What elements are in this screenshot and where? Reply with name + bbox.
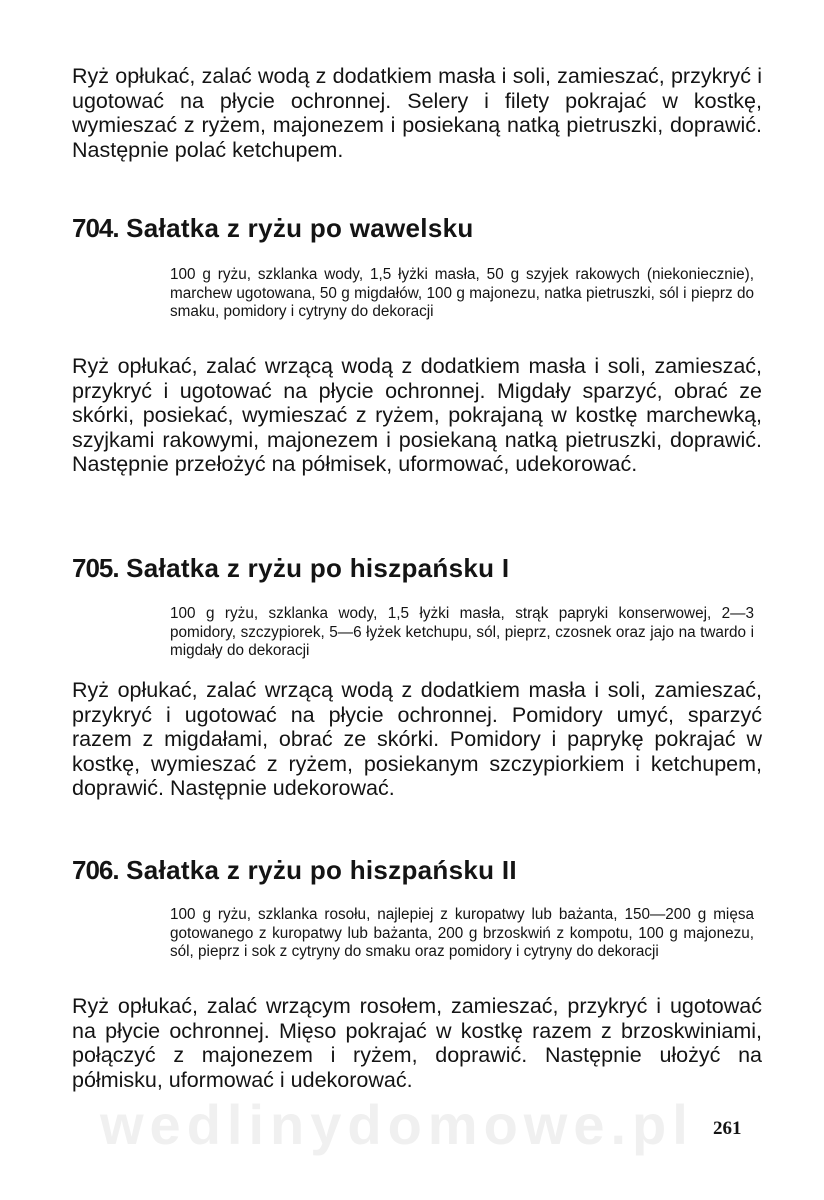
recipe-number: 706. (72, 855, 119, 885)
recipe-title: Sałatka z ryżu po hiszpańsku II (126, 855, 517, 885)
recipe-704-ingredients: 100 g ryżu, szklanka wody, 1,5 łyżki masła, 50 g szyjek rakowych (niekoniecznie), marchew ugotowana, 50 g migdałów, 100 g majonezu, natka pietruszki, sól i pieprz do smaku, pomidory i cytryny do dekoracji (170, 266, 754, 320)
recipe-number: 704. (72, 213, 119, 243)
intro-paragraph: Ryż opłukać, zalać wodą z dodatkiem masła i soli, zamieszać, przykryć i ugotować na płycie ochronnej. Selery i filety pokrajać w kostkę, wymieszać z ryżem, majonezem i posiekaną natką pietruszki, doprawić. Następnie polać ketchupem. (72, 64, 762, 162)
recipe-705-heading (72, 553, 772, 583)
recipe-704-heading (72, 213, 772, 243)
recipe-706-method: Ryż opłukać, zalać wrzącym rosołem, zamieszać, przykryć i ugotować na płycie ochronnej. Mięso pokrajać w kostkę razem z brzoskwiniami, połączyć z majonezem i ryżem, doprawić. Następnie ułożyć na półmisku, uformować i udekorować. (72, 994, 762, 1092)
recipe-704-method: Ryż opłukać, zalać wrzącą wodą z dodatkiem masła i soli, zamieszać, przykryć i ugotować na płycie ochronnej. Migdały sparzyć, obrać ze skórki, posiekać, wymieszać z ryżem, pokrajaną w kostkę marchewką, szyjkami rakowymi, majonezem i posiekaną natką pietruszki, doprawić. Następnie przełożyć na półmisek, uformować, udekorować. (72, 354, 762, 476)
recipe-706-heading (72, 855, 772, 885)
recipe-number: 705. (72, 553, 119, 583)
recipe-title: Sałatka z ryżu po hiszpańsku I (126, 553, 510, 583)
recipe-705-method: Ryż opłukać, zalać wrzącą wodą z dodatkiem masła i soli, zamieszać, przykryć i ugotować na płycie ochronnej. Pomidory umyć, sparzyć razem z migdałami, obrać ze skórki. Pomidory i paprykę pokrajać w kostkę, wymieszać z ryżem, posiekanym szczypiorkiem i ketchupem, doprawić. Następnie udekorować. (72, 678, 762, 800)
recipe-title: Sałatka z ryżu po wawelsku (126, 213, 474, 243)
watermark: wedlinydomowe.pl (100, 1093, 694, 1156)
page-number: 261 (713, 1118, 742, 1139)
recipe-706-ingredients: 100 g ryżu, szklanka rosołu, najlepiej z kuropatwy lub bażanta, 150—200 g mięsa gotowanego z kuropatwy lub bażanta, 200 g brzoskwiń z kompotu, 100 g majonezu, sól, pieprz i sok z cytryny do smaku oraz pomidory i cytryny do dekoracji (170, 906, 754, 960)
recipe-705-ingredients: 100 g ryżu, szklanka wody, 1,5 łyżki masła, strąk papryki konserwowej, 2—3 pomidory, szczypiorek, 5—6 łyżek ketchupu, sól, pieprz, czosnek oraz jajo na twardo i migdały do dekoracji (170, 605, 754, 659)
